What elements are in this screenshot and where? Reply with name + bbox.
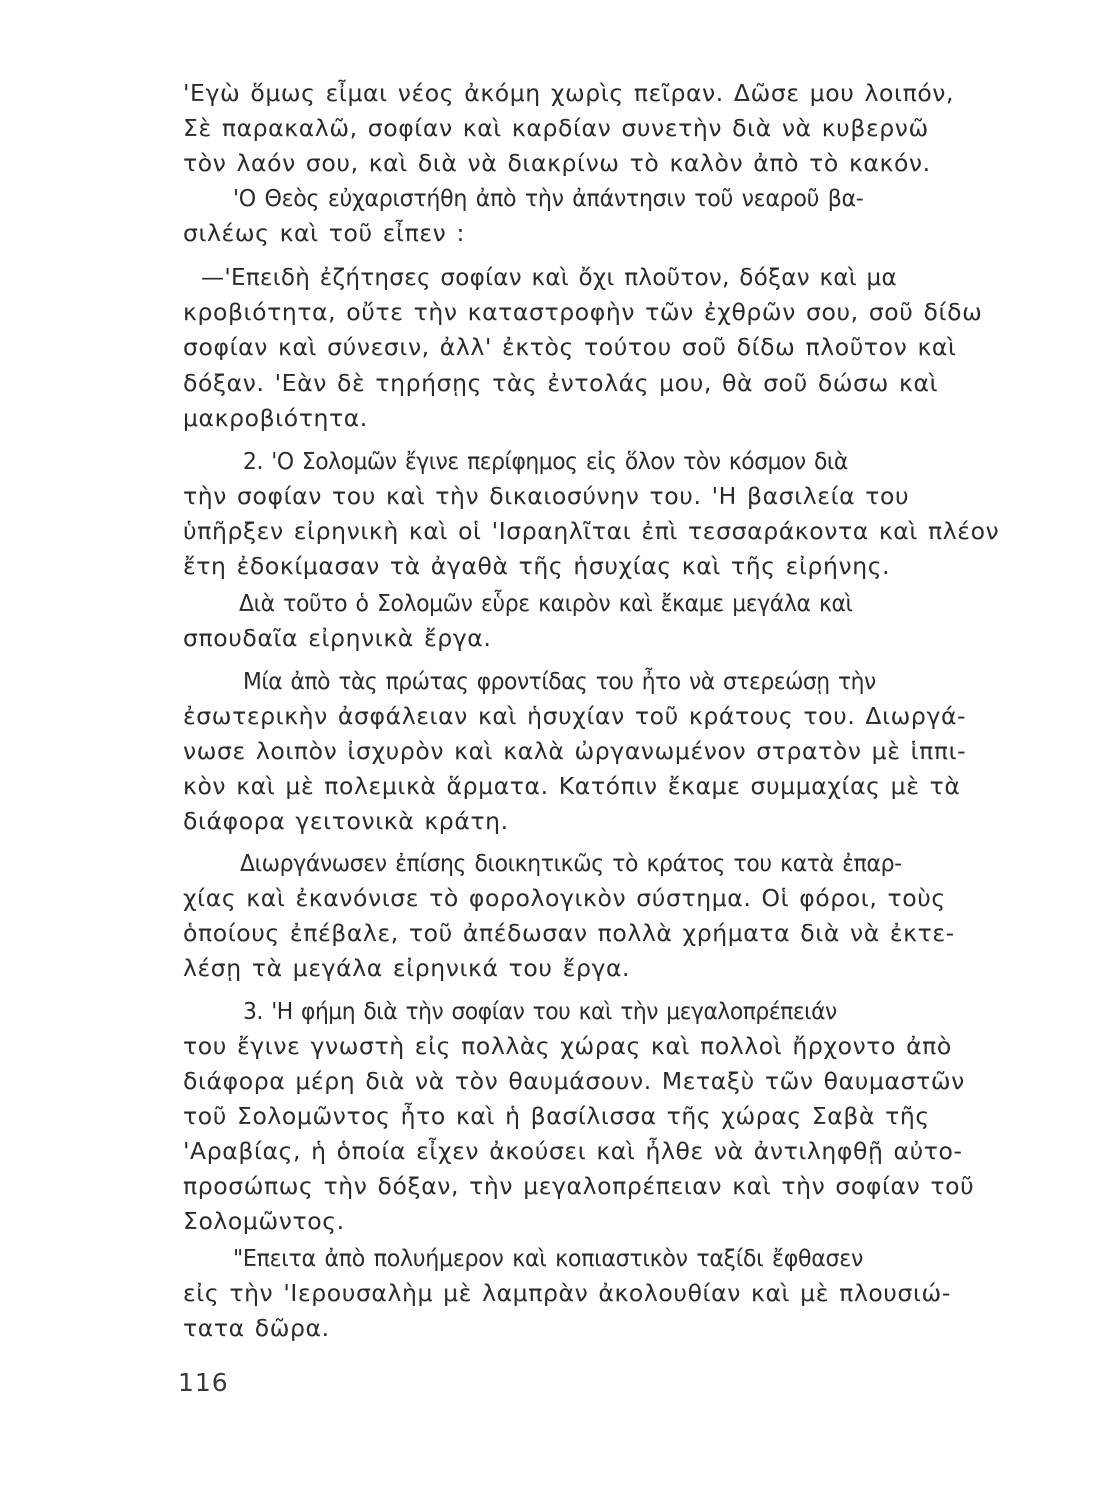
text-line: Σὲ παρακαλῶ, σοφίαν καὶ καρδίαν συνετὴν διὰ νὰ κυβερνῶ: [183, 114, 929, 142]
text-line: σοφίαν καὶ σύνεσιν, ἀλλ' ἐκτὸς τούτου σοῦ δίδω πλοῦτον καὶ: [183, 333, 957, 361]
text-line: νωσε λοιπὸν ἰσχυρὸν καὶ καλὰ ὠργανωμένον στρατὸν μὲ ἱππι-: [183, 737, 967, 765]
text-line: 3. 'Η φήμη διὰ τὴν σοφίαν του καὶ τὴν μεγαλοπρέπειάν: [243, 997, 837, 1025]
text-line: ἔτη ἐδοκίμασαν τὰ ἀγαθὰ τῆς ἡσυχίας καὶ τῆς εἰρήνης.: [183, 552, 891, 580]
text-line: τατα δῶρα.: [183, 1314, 330, 1342]
text-line: Σολομῶντος.: [183, 1207, 345, 1235]
text-line: 'Εγὼ ὅμως εἶμαι νέος ἀκόμη χωρὶς πεῖραν. Δῶσε μου λοιπόν,: [183, 79, 955, 107]
text-line: 2. 'Ο Σολομῶν ἔγινε περίφημος εἰς ὅλον τὸν κόσμον διὰ: [243, 447, 848, 475]
text-line: 'Ο Θεὸς εὐχαριστήθη ἀπὸ τὴν ἀπάντησιν τοῦ νεαροῦ βα-: [233, 184, 864, 212]
text-line: ἐσωτερικὴν ἀσφάλειαν καὶ ἡσυχίαν τοῦ κράτους του. Διωργά-: [183, 702, 967, 730]
text-line: ὁποίους ἐπέβαλε, τοῦ ἀπέδωσαν πολλὰ χρήματα διὰ νὰ ἐκτε-: [183, 919, 955, 947]
text-line: Διωργάνωσεν ἐπίσης διοικητικῶς τὸ κράτος του κατὰ ἐπαρ-: [240, 849, 902, 877]
text-line: χίας καὶ ἐκανόνισε τὸ φορολογικὸν σύστημα. Οἱ φόροι, τοὺς: [183, 884, 946, 912]
text-line: διάφορα γειτονικὰ κράτη.: [183, 807, 509, 835]
text-line: Διὰ τοῦτο ὁ Σολομῶν εὗρε καιρὸν καὶ ἔκαμε μεγάλα καὶ: [239, 589, 853, 617]
text-line: Μία ἀπὸ τὰς πρώτας φροντίδας του ἦτο νὰ στερεώσῃ τὴν: [243, 667, 876, 695]
text-line: του ἔγινε γνωστὴ εἰς πολλὰς χώρας καὶ πολλοὶ ἤρχοντο ἀπὸ: [183, 1032, 952, 1060]
text-line: μακροβιότητα.: [183, 404, 368, 432]
text-line: τὸν λαόν σου, καὶ διὰ νὰ διακρίνω τὸ καλὸν ἀπὸ τὸ κακόν.: [183, 149, 931, 177]
text-line: σπουδαῖα εἰρηνικὰ ἔργα.: [183, 624, 492, 652]
text-line: ὑπῆρξεν εἰρηνικὴ καὶ οἱ 'Ισραηλῖται ἐπὶ τεσσαράκοντα καὶ πλέον: [183, 517, 1000, 545]
text-line: κὸν καὶ μὲ πολεμικὰ ἅρματα. Κατόπιν ἔκαμε συμμαχίας μὲ τὰ: [183, 772, 961, 800]
text-line: "Επειτα ἀπὸ πολυήμερον καὶ κοπιαστικὸν ταξίδι ἔφθασεν: [233, 1244, 864, 1272]
text-line: δόξαν. 'Εὰν δὲ τηρήσῃς τὰς ἐντολάς μου, θὰ σοῦ δώσω καὶ: [183, 369, 939, 397]
text-line: λέσῃ τὰ μεγάλα εἰρηνικά του ἔργα.: [183, 954, 631, 982]
text-line: σιλέως καὶ τοῦ εἶπεν :: [183, 219, 465, 247]
page-number: 116: [178, 1368, 229, 1397]
text-line: διάφορα μέρη διὰ νὰ τὸν θαυμάσουν. Μεταξὺ τῶν θαυμαστῶν: [183, 1067, 965, 1095]
text-line: 'Αραβίας, ἡ ὁποία εἶχεν ἀκούσει καὶ ἦλθε νὰ ἀντιληφθῇ αὐτο-: [183, 1137, 963, 1165]
text-line: κροβιότητα, οὔτε τὴν καταστροφὴν τῶν ἐχθρῶν σου, σοῦ δίδω: [183, 298, 983, 326]
text-line: εἰς τὴν 'Ιερουσαλὴμ μὲ λαμπρὰν ἀκολουθίαν καὶ μὲ πλουσιώ-: [183, 1279, 951, 1307]
text-line: προσώπως τὴν δόξαν, τὴν μεγαλοπρέπειαν καὶ τὴν σοφίαν τοῦ: [183, 1172, 975, 1200]
text-line: τοῦ Σολομῶντος ἦτο καὶ ἡ βασίλισσα τῆς χώρας Σαβὰ τῆς: [183, 1102, 930, 1130]
text-line: —'Επειδὴ ἐζήτησες σοφίαν καὶ ὄχι πλοῦτον, δόξαν καὶ μα: [201, 263, 897, 291]
text-line: τὴν σοφίαν του καὶ τὴν δικαιοσύνην του. 'Η βασιλεία του: [183, 482, 910, 510]
